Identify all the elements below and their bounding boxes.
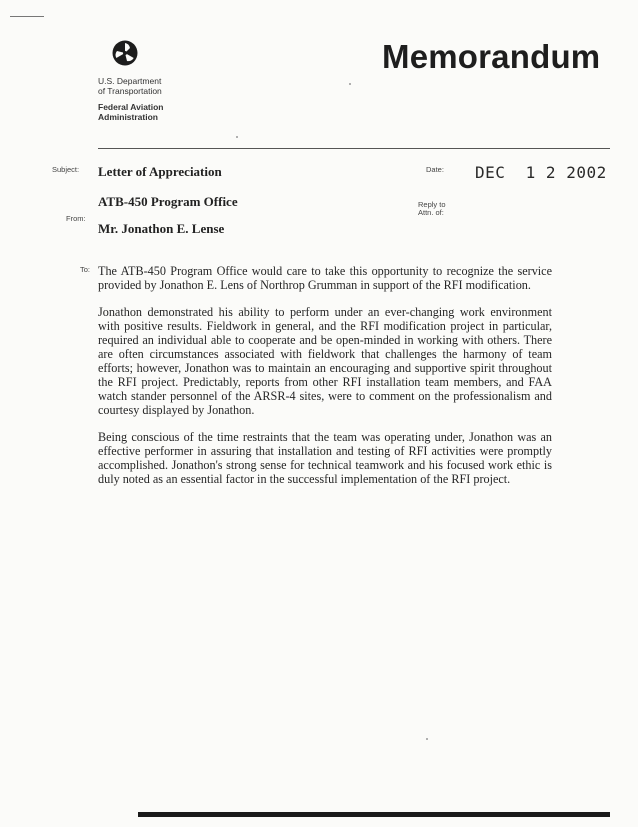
memo-body — [98, 264, 552, 499]
subject-label: Subject: — [52, 165, 80, 174]
agency-line-1: U.S. Department — [98, 76, 162, 86]
subject-value: Letter of Appreciation — [98, 164, 222, 179]
body-paragraph-2: Jonathon demonstrated his ability to perform under an ever-changing work environment with positive results. Fieldwork in general, and the RFI modification project in particular, required an individual able to cooperate and be open-minded in working with others. There are often circumstances associated with fieldwork that challenges the harmony of team efforts; however, Jonathon was to maintain an encouraging and supportive spirit throughout the RFI project. Predictably, reports from other RFI installation team members, and FAA watch stander personnel of the ARSR-4 sites, were to comment on the professionalism and courtesy displayed by Jonathon. — [98, 305, 552, 417]
scan-speck — [426, 738, 428, 740]
body-paragraph-1: The ATB-450 Program Office would care to take this opportunity to recognize the service provided by Jonathon E. Lens of Northrop Grumman in support of the RFI modification. — [98, 264, 552, 292]
agency-line-2: of Transportation — [98, 86, 162, 96]
dot-triskelion-logo-icon — [112, 40, 138, 66]
scan-speck — [236, 136, 238, 138]
office-value: ATB-450 Program Office — [98, 194, 238, 209]
reply-to-line-1: Reply to — [418, 200, 446, 209]
reply-to-label — [418, 201, 446, 217]
scan-mark-line — [10, 16, 44, 17]
from-label: From: — [66, 214, 86, 223]
body-paragraph-3: Being conscious of the time restraints that the team was operating under, Jonathon was an effective performer in assuring that installation and testing of RFI activities were promptly accomplished. Jonathon's strong sense for technical teamwork and his focused work ethic is duly noted as an essential factor in the successful implementation of the RFI project. — [98, 430, 552, 486]
to-label: To: — [80, 265, 91, 274]
scan-edge-bar — [138, 812, 610, 817]
date-stamp: DEC 1 2 2002 — [475, 163, 607, 182]
date-label: Date: — [426, 165, 444, 174]
memo-title: Memorandum — [382, 38, 601, 75]
scan-speck — [349, 83, 351, 85]
agency-line-3: Federal Aviation — [98, 102, 164, 112]
agency-block — [98, 76, 164, 122]
reply-to-line-2: Attn. of: — [418, 208, 444, 217]
agency-line-4: Administration — [98, 112, 158, 122]
header-divider — [98, 148, 610, 149]
from-value: Mr. Jonathon E. Lense — [98, 221, 225, 236]
